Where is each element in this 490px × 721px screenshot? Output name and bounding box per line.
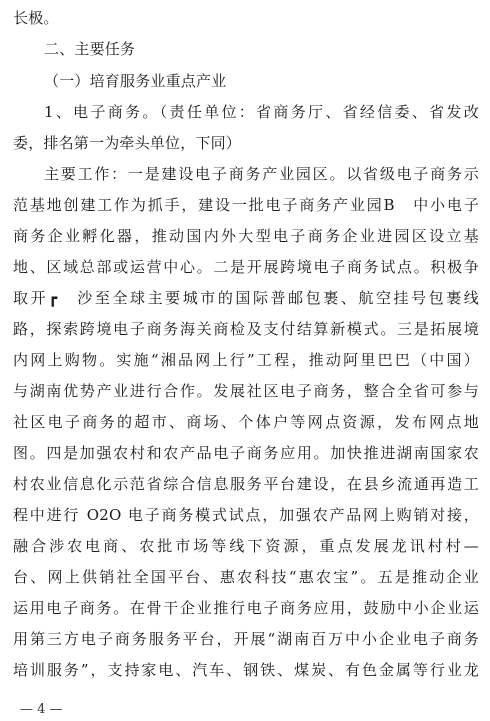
text-line: 地、区域总部或运营中心。二是开展跨境电子商务试点。积极争 bbox=[13, 258, 479, 276]
text-line: 长极。 bbox=[13, 9, 59, 27]
text-line: 内网上购物。实施“湘品网上行”工程，推动阿里巴巴（中国） bbox=[13, 351, 479, 369]
text-line: 图。四是加强农村和农产品电子商务应用。加快推进湖南国家农 bbox=[13, 444, 479, 462]
text-line: 委，排名第一为牵头单位，下同） bbox=[13, 134, 242, 152]
text-line: 取开┏ 沙至全球主要城市的国际普邮包裹、航空挂号包裹线 bbox=[13, 289, 479, 307]
text-line: 程中进行 O2O 电子商务模式试点，加强农产品网上购销对接， bbox=[13, 506, 479, 524]
text-line: 路，探索跨境电子商务海关商检及支付结算新模式。三是拓展境 bbox=[13, 320, 479, 338]
text-line: 台、网上供销社全国平台、惠农科技“惠农宝”。五是推动企业 bbox=[13, 568, 479, 586]
text-line: 与湖南优势产业进行合作。发展社区电子商务，整合全省可参与 bbox=[13, 382, 479, 400]
section-heading: 二、主要任务 bbox=[44, 40, 136, 58]
page-number: — 4 — bbox=[20, 702, 63, 717]
text-line: 范基地创建工作为抓手，建设一批电子商务产业园B 中小电子 bbox=[13, 196, 479, 214]
text-line: 商务企业孵化器，推动国内外大型电子商务企业进园区设立基 bbox=[13, 227, 479, 245]
text-line: 融合涉农电商、农批市场等线下资源，重点发展龙讯村村— bbox=[13, 537, 479, 555]
subsection-heading: （一）培育服务业重点产业 bbox=[44, 72, 227, 90]
item-heading: 1、电子商务。（责任单位：省商务厅、省经信委、省发改 bbox=[44, 103, 479, 121]
text-line: 用第三方电子商务服务平台，开展“湖南百万中小企业电子商务 bbox=[13, 630, 479, 648]
text-line: 社区电子商务的超市、商场、个体户等网点资源，发布网点地 bbox=[13, 413, 479, 431]
text-line: 运用电子商务。在骨干企业推行电子商务应用，鼓励中小企业运 bbox=[13, 599, 479, 617]
text-line: 培训服务”，支持家电、汽车、钢铁、煤炭、有色金属等行业龙 bbox=[13, 661, 479, 679]
paragraph-first-line: 主要工作：一是建设电子商务产业园区。以省级电子商务示 bbox=[44, 165, 479, 183]
text-line: 村农业信息化示范省综合信息服务平台建设，在县乡流通再造工 bbox=[13, 475, 479, 493]
